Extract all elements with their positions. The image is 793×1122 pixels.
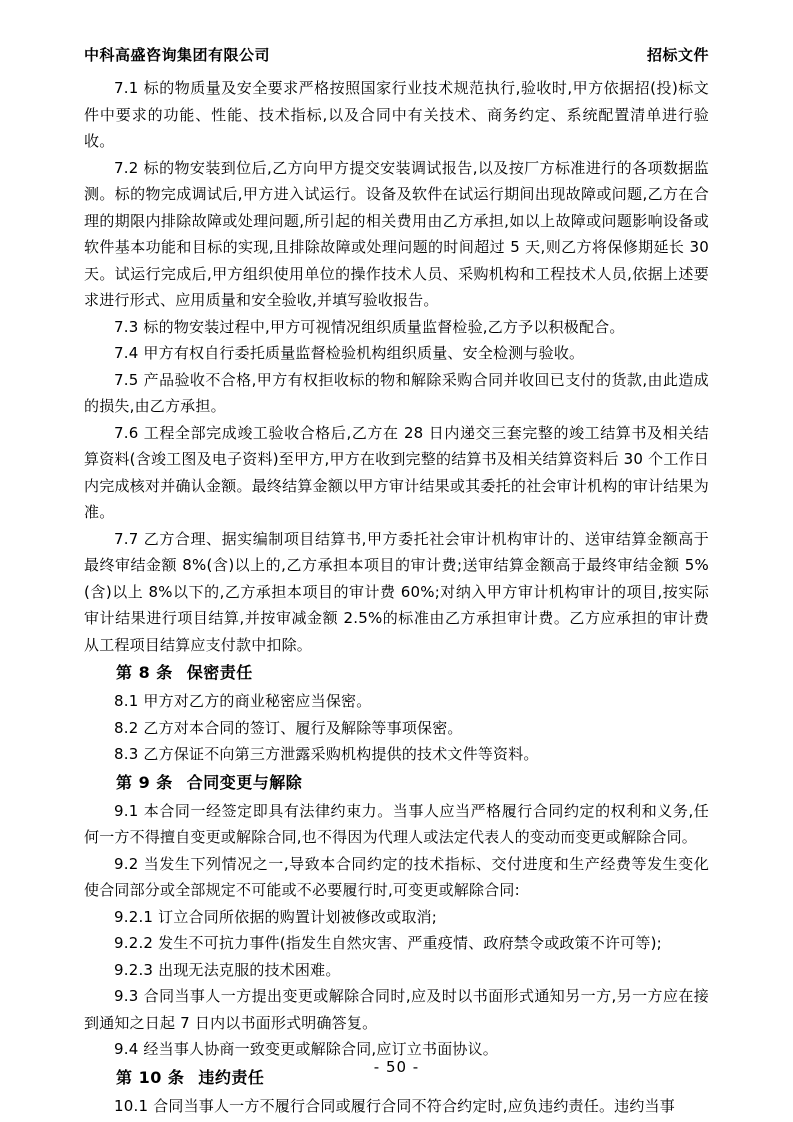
- paragraph-9-1: 9.1 本合同一经签定即具有法律约束力。当事人应当严格履行合同约定的权利和义务,任何一方不得擅自变更或解除合同,也不得因为代理人或法定代表人的变动而变更或解除合同。: [84, 801, 709, 846]
- paragraph-9-2-2: 9.2.2 发生不可抗力事件(指发生自然灾害、严重疫情、政府禁令或政策不许可等);: [114, 934, 662, 952]
- page-header: [84, 44, 709, 65]
- header-company: 中科高盛咨询集团有限公司: [84, 46, 271, 64]
- section-heading-8: [84, 658, 709, 688]
- section-9-title: 合同变更与解除: [186, 772, 303, 792]
- paragraph-8-3: 8.3 乙方保证不向第三方泄露采购机构提供的技术文件等资料。: [114, 745, 539, 763]
- paragraph-9-3: 9.3 合同当事人一方提出变更或解除合同时,应及时以书面形式通知另一方,另一方应在接到通知之日起 7 日内以书面形式明确答复。: [84, 987, 709, 1032]
- section-10-title: 违约责任: [198, 1067, 265, 1087]
- paragraph-9-4: 9.4 经当事人协商一致变更或解除合同,应订立书面协议。: [114, 1040, 498, 1058]
- paragraph-9-2-1: 9.2.1 订立合同所依据的购置计划被修改或取消;: [114, 907, 437, 926]
- paragraph-7-3: 7.3 标的物安装过程中,甲方可视情况组织质量监督检验,乙方予以积极配合。: [114, 317, 625, 336]
- document-body: [84, 75, 709, 1119]
- paragraph-7-4: 7.4 甲方有权自行委托质量监督检验机构组织质量、安全检测与验收。: [114, 344, 585, 362]
- paragraph-7-5: 7.5 产品验收不合格,甲方有权拒收标的物和解除采购合同并收回已支付的货款,由此造成的损失,由乙方承担。: [84, 370, 709, 415]
- paragraph-7-2: 7.2 标的物安装到位后,乙方向甲方提交安装调试报告,以及按厂方标准进行的各项数据监测。标的物完成调试后,甲方进入试运行。设备及软件在试运行期间出现故障或问题,乙方在合理的期限内排除故障或处理问题,所引起的相关费用由乙方承担,如以上故障或问题影响设备或软件基本功能和目标的实现,且排除故障或处理问题的时间超过 5 天,则乙方将保修期延长 30 天。试运行完成后,甲方组织使用单位的操作技术人员、采购机构和工程技术人员,依据上述要求进行形式、应用质量和安全验收,并填写验收报告。: [84, 158, 709, 309]
- paragraph-10-1: 10.1 合同当事人一方不履行合同或履行合同不符合约定时,应负违约责任。违约当事: [114, 1096, 675, 1115]
- section-8-number: 第 8 条: [116, 663, 173, 682]
- paragraph-8-2: 8.2 乙方对本合同的签订、履行及解除等事项保密。: [114, 718, 463, 737]
- section-heading-9: [84, 768, 709, 798]
- header-doc-type: 招标文件: [646, 46, 709, 64]
- section-10-number: 第 10 条: [116, 1067, 185, 1087]
- paragraph-8-1: 8.1 甲方对乙方的商业秘密应当保密。: [114, 692, 372, 710]
- page-content: [84, 44, 709, 1119]
- paragraph-7-6: 7.6 工程全部完成竣工验收合格后,乙方在 28 日内递交三套完整的竣工结算书及相关结算资料(含竣工图及电子资料)至甲方,甲方在收到完整的结算书及相关结算资料后 30 个工作日内完成核对并确认金额。最终结算金额以甲方审计结果或其委托的社会审计机构的审计结果为准。: [84, 423, 709, 521]
- section-8-title: 保密责任: [186, 663, 253, 682]
- section-9-number: 第 9 条: [116, 772, 173, 792]
- paragraph-7-7: 7.7 乙方合理、据实编制项目结算书,甲方委托社会审计机构审计的、送审结算金额高于最终审结金额 8%(含)以上的,乙方承担本项目的审计费;送审结算金额高于最终审结金额 5%(含)以上 8%以下的,乙方承担本项目的审计费 60%;对纳入甲方审计机构审计的项目,按实际审计结果进行项目结算,并按审减金额 2.5%的标准由乙方承担审计费。乙方应承担的审计费从工程项目结算应支付款中扣除。: [84, 529, 709, 654]
- paragraph-9-2-3: 9.2.3 出现无法克服的技术困难。: [114, 960, 341, 979]
- page-footer: [0, 1058, 793, 1076]
- page-number: - 50 -: [373, 1058, 420, 1076]
- paragraph-9-2: 9.2 当发生下列情况之一,导致本合同约定的技术指标、交付进度和生产经费等发生变化使合同部分或全部规定不可能或不必要履行时,可变更或解除合同:: [84, 854, 709, 899]
- paragraph-7-1: 7.1 标的物质量及安全要求严格按照国家行业技术规范执行,验收时,甲方依据招(投)标文件中要求的功能、性能、技术指标,以及合同中有关技术、商务约定、系统配置清单进行验收。: [84, 79, 709, 150]
